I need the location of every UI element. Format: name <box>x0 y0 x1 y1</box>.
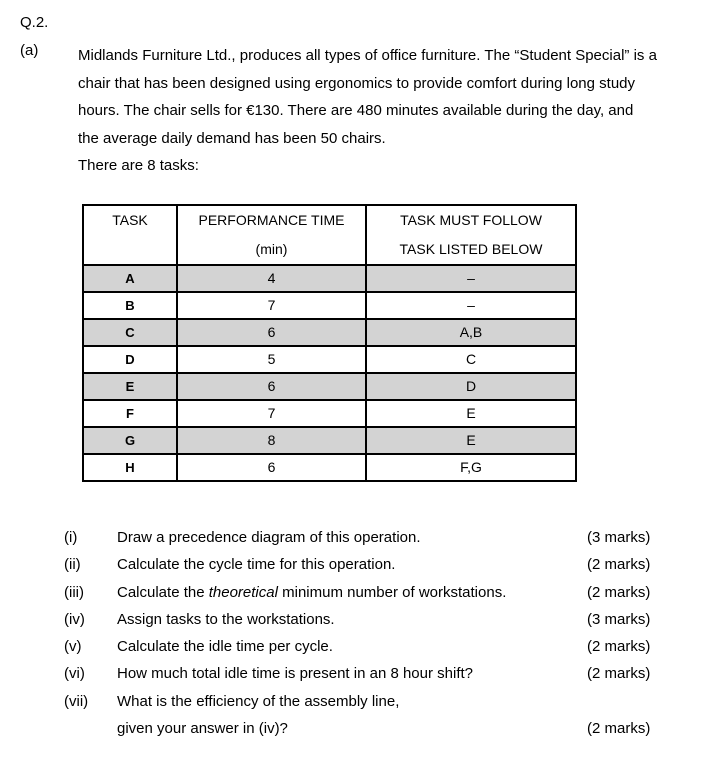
follow-cell: F,G <box>366 454 576 481</box>
sub-question-number: (vii) <box>64 692 89 710</box>
follow-cell: D <box>366 373 576 400</box>
sub-question <box>64 524 664 551</box>
time-cell: 6 <box>177 454 366 481</box>
table-row <box>83 319 576 346</box>
task-cell: D <box>83 346 177 373</box>
table-row <box>83 400 576 427</box>
sub-question-text: given your answer in (iv)? <box>117 720 288 738</box>
sub-question-text: Calculate the idle time per cycle. <box>117 638 333 656</box>
sub-question-text: How much total idle time is present in an 8 hour shift? <box>117 665 474 683</box>
sub-question-text: Draw a precedence diagram of this operation. <box>117 529 421 546</box>
header-task-must-follow: TASK MUST FOLLOW TASK LISTED BELOW <box>366 205 576 265</box>
task-cell: B <box>83 292 177 319</box>
intro-line: Midlands Furniture Ltd., produces all types of office furniture. The “Student Special” is a <box>78 47 657 64</box>
follow-cell: – <box>366 292 576 319</box>
header-performance-time: PERFORMANCE TIME (min) <box>177 205 366 265</box>
intro-line: chair that has been designed using ergonomics to provide comfort during long study <box>78 74 635 92</box>
table-row <box>83 373 576 400</box>
sub-question-number: (i) <box>64 529 78 546</box>
task-cell: G <box>83 427 177 454</box>
time-cell: 5 <box>177 346 366 373</box>
sub-question-number: (vi) <box>64 665 85 683</box>
time-cell: 4 <box>177 265 366 292</box>
sub-question-number: (iv) <box>64 610 85 628</box>
sub-question-marks: (2 marks) <box>587 720 651 738</box>
question-number: Q.2. <box>20 14 49 31</box>
sub-question-marks: (3 marks) <box>587 610 651 628</box>
sub-question-marks: (2 marks) <box>587 638 651 656</box>
table-row <box>83 265 576 292</box>
sub-question-number: (v) <box>64 638 82 656</box>
table-row <box>83 454 576 481</box>
follow-cell: A,B <box>366 319 576 346</box>
sub-question-text: Calculate the cycle time for this operation. <box>117 556 396 574</box>
time-cell: 6 <box>177 373 366 400</box>
sub-question-marks: (2 marks) <box>587 583 651 601</box>
sub-question <box>64 633 664 660</box>
time-cell: 7 <box>177 292 366 319</box>
task-cell: A <box>83 265 177 292</box>
sub-questions <box>64 524 664 742</box>
follow-cell: – <box>366 265 576 292</box>
task-cell: C <box>83 319 177 346</box>
time-cell: 7 <box>177 400 366 427</box>
sub-question <box>64 688 664 715</box>
intro-line: hours. The chair sells for €130. There are 480 minutes available during the day, and <box>78 102 634 119</box>
emphasis-theoretical: theoretical <box>208 583 278 601</box>
task-cell: F <box>83 400 177 427</box>
table-row <box>83 427 576 454</box>
sub-question-marks: (2 marks) <box>587 665 651 683</box>
sub-question-marks: (2 marks) <box>587 556 651 574</box>
intro-line: the average daily demand has been 50 chairs. <box>78 129 386 147</box>
time-cell: 6 <box>177 319 366 346</box>
task-cell: E <box>83 373 177 400</box>
follow-cell: C <box>366 346 576 373</box>
sub-question-number: (iii) <box>64 583 84 601</box>
follow-cell: E <box>366 400 576 427</box>
sub-question-marks: (3 marks) <box>587 529 651 546</box>
table-row <box>83 346 576 373</box>
sub-question <box>64 579 664 606</box>
part-label: (a) <box>20 42 39 59</box>
sub-question-number: (ii) <box>64 556 81 574</box>
task-table <box>82 204 577 482</box>
tasks-intro: There are 8 tasks: <box>78 157 199 174</box>
table-row <box>83 292 576 319</box>
follow-cell: E <box>366 427 576 454</box>
sub-question-text: Calculate the theoretical minimum number of workstations. <box>117 583 507 601</box>
sub-question-text: What is the efficiency of the assembly line, <box>117 692 400 710</box>
question-intro <box>78 42 706 180</box>
header-task: TASK <box>83 205 177 265</box>
sub-question-text: Assign tasks to the workstations. <box>117 610 335 628</box>
time-cell: 8 <box>177 427 366 454</box>
sub-question <box>64 660 664 687</box>
sub-question <box>64 551 664 578</box>
sub-question <box>64 606 664 633</box>
task-cell: H <box>83 454 177 481</box>
sub-question-continuation <box>64 715 664 742</box>
